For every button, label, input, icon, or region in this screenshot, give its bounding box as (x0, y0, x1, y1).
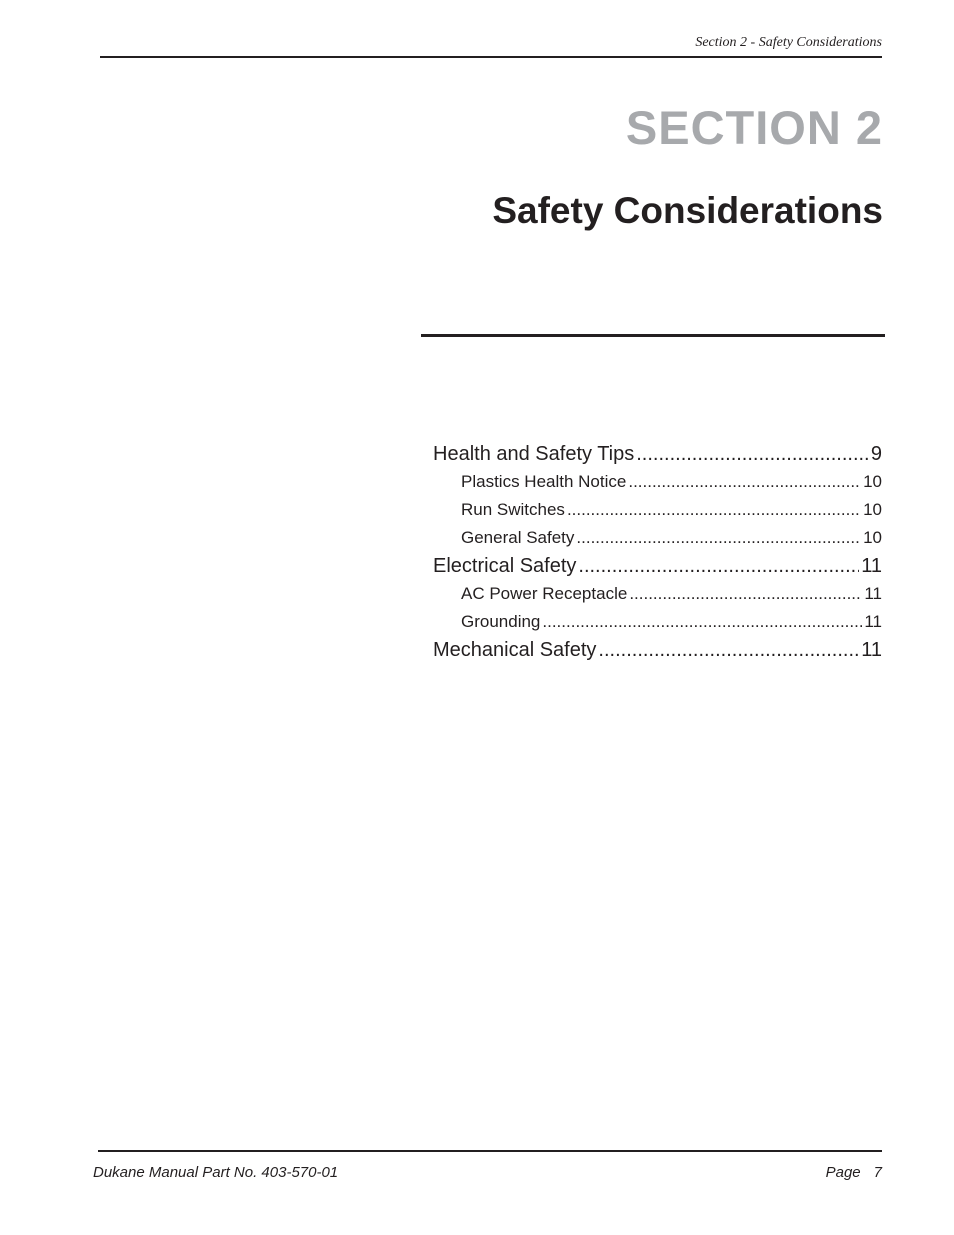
toc-entry-page: 10 (863, 528, 882, 547)
toc-entry[interactable] (433, 608, 882, 636)
footer-part-number: Dukane Manual Part No. 403-570-01 (93, 1164, 339, 1181)
toc-leader-dots (567, 496, 861, 524)
title-divider (421, 334, 885, 337)
running-header: Section 2 - Safety Considerations (695, 35, 882, 50)
toc-entry-label: Electrical Safety (433, 555, 577, 577)
toc-entry[interactable] (433, 468, 882, 496)
table-of-contents (433, 440, 882, 664)
toc-entry-label: Plastics Health Notice (461, 472, 627, 491)
toc-entry-page: 11 (861, 555, 882, 577)
toc-entry[interactable] (433, 552, 882, 580)
toc-entry-label: Grounding (461, 612, 541, 631)
toc-leader-dots (578, 552, 859, 580)
toc-entry-label: Mechanical Safety (433, 639, 597, 661)
toc-entry[interactable] (433, 580, 882, 608)
footer-page-number: 7 (873, 1164, 882, 1181)
toc-entry-page: 11 (864, 584, 882, 603)
toc-entry-page: 10 (863, 472, 882, 491)
toc-leader-dots (636, 440, 869, 468)
toc-entry-label: General Safety (461, 528, 575, 547)
toc-entry-label: AC Power Receptacle (461, 584, 628, 603)
toc-entry[interactable] (433, 440, 882, 468)
toc-leader-dots (629, 580, 862, 608)
toc-leader-dots (576, 524, 861, 552)
toc-entry-page: 11 (864, 612, 882, 631)
header-divider (100, 56, 882, 58)
section-title: Safety Considerations (492, 190, 883, 231)
toc-leader-dots (542, 608, 862, 636)
toc-entry[interactable] (433, 636, 882, 664)
footer-page-label: Page (825, 1164, 861, 1181)
toc-entry[interactable] (433, 496, 882, 524)
footer-page-indicator (826, 1164, 882, 1181)
toc-entry-page: 11 (861, 639, 882, 661)
toc-entry-label: Health and Safety Tips (433, 443, 635, 465)
toc-leader-dots (598, 636, 859, 664)
toc-entry[interactable] (433, 524, 882, 552)
toc-entry-page: 9 (870, 443, 882, 465)
section-number: SECTION 2 (625, 101, 883, 154)
toc-entry-label: Run Switches (461, 500, 565, 519)
toc-entry-page: 10 (863, 500, 882, 519)
footer-divider (98, 1150, 882, 1152)
toc-leader-dots (628, 468, 861, 496)
